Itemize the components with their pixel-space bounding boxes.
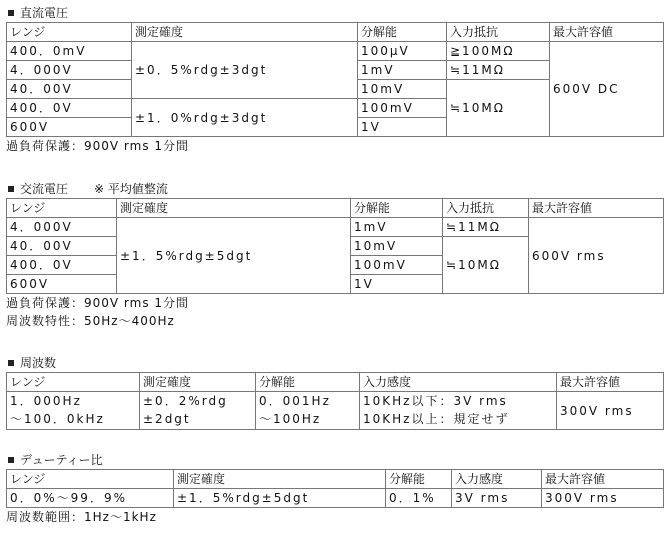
ac-voltage-subtitle: ※ 平均値整流 bbox=[94, 182, 168, 196]
table-row bbox=[7, 392, 664, 430]
max-cell: 300V rms bbox=[542, 489, 664, 508]
dc-voltage-table bbox=[6, 22, 664, 137]
bullet-square-icon bbox=[8, 360, 14, 366]
header-range: レンジ bbox=[7, 470, 174, 489]
impedance-cell: ≒10MΩ bbox=[443, 237, 529, 294]
bullet-square-icon bbox=[8, 457, 14, 463]
header-resolution: 分解能 bbox=[256, 373, 360, 392]
ac-overload-note: 過負荷保護：900V rms 1分間 bbox=[6, 296, 190, 310]
header-range: レンジ bbox=[7, 199, 117, 218]
resolution-cell: 0．1% bbox=[386, 489, 452, 508]
resolution-cell: 10mV bbox=[358, 80, 447, 99]
ac-voltage-section bbox=[0, 180, 671, 330]
impedance-cell: ≒11MΩ bbox=[443, 218, 529, 237]
dc-overload-note: 過負荷保護：900V rms 1分間 bbox=[6, 139, 190, 153]
range-cell: 40．00V bbox=[7, 237, 117, 256]
table-header-row bbox=[7, 373, 664, 392]
header-max: 最大許容値 bbox=[557, 373, 664, 392]
duty-frequency-range-note: 周波数範囲：1Hz～1kHz bbox=[6, 510, 157, 524]
resolution-cell: 100mV bbox=[358, 99, 447, 118]
table-header-row bbox=[7, 470, 664, 489]
max-cell: 300V rms bbox=[557, 392, 664, 430]
sensitivity-cell: 3V rms bbox=[452, 489, 542, 508]
frequency-heading: 周波数 bbox=[0, 354, 671, 372]
range-cell: 400．0V bbox=[7, 99, 132, 118]
range-cell: 4．000V bbox=[7, 61, 132, 80]
duty-ratio-table bbox=[6, 469, 664, 508]
header-impedance: 入力抵抗 bbox=[447, 23, 550, 42]
table-row bbox=[7, 42, 664, 61]
range-cell: 600V bbox=[7, 275, 117, 294]
accuracy-cell: ±1．5%rdg±5dgt bbox=[117, 218, 351, 294]
accuracy-cell: ±1．0%rdg±3dgt bbox=[132, 99, 358, 137]
table-row bbox=[7, 218, 664, 237]
ac-voltage-table bbox=[6, 198, 664, 294]
max-cell: 600V rms bbox=[529, 218, 664, 294]
range-cell: 1．000Hz ～100．0kHz bbox=[7, 392, 140, 430]
resolution-cell: 100μV bbox=[358, 42, 447, 61]
table-header-row bbox=[7, 199, 664, 218]
bullet-square-icon bbox=[8, 186, 14, 192]
range-cell: 4．000V bbox=[7, 218, 117, 237]
accuracy-cell: ±1．5%rdg±5dgt bbox=[174, 489, 386, 508]
accuracy-cell: ±0．5%rdg±3dgt bbox=[132, 42, 358, 99]
frequency-table bbox=[6, 372, 664, 430]
accuracy-cell: ±0．2%rdg ±2dgt bbox=[140, 392, 256, 430]
impedance-cell: ≧100MΩ bbox=[447, 42, 550, 61]
duty-ratio-heading: デューティー比 bbox=[0, 451, 671, 469]
impedance-cell: ≒11MΩ bbox=[447, 61, 550, 80]
impedance-cell: ≒10MΩ bbox=[447, 80, 550, 137]
range-cell: 0．0%～99．9% bbox=[7, 489, 174, 508]
resolution-cell: 0．001Hz ～100Hz bbox=[256, 392, 360, 430]
header-resolution: 分解能 bbox=[358, 23, 447, 42]
range-cell: 600V bbox=[7, 118, 132, 137]
resolution-cell: 1V bbox=[358, 118, 447, 137]
duty-ratio-section bbox=[0, 451, 671, 526]
range-cell: 400．0V bbox=[7, 256, 117, 275]
table-row bbox=[7, 489, 664, 508]
resolution-cell: 1mV bbox=[358, 61, 447, 80]
dc-voltage-section bbox=[0, 4, 671, 155]
header-max: 最大許容値 bbox=[542, 470, 664, 489]
ac-voltage-heading: 交流電圧 ※ 平均値整流 bbox=[0, 180, 671, 198]
header-impedance: 入力抵抗 bbox=[443, 199, 529, 218]
frequency-section bbox=[0, 354, 671, 430]
max-cell: 600V DC bbox=[550, 42, 664, 137]
sensitivity-cell: 10KHz以下：3V rms 10KHz以上：規定せず bbox=[360, 392, 557, 430]
range-cell: 400．0mV bbox=[7, 42, 132, 61]
header-max: 最大許容値 bbox=[529, 199, 664, 218]
ac-frequency-note: 周波数特性：50Hz～400Hz bbox=[6, 314, 175, 328]
range-cell: 40．00V bbox=[7, 80, 132, 99]
bullet-square-icon bbox=[8, 10, 14, 16]
header-accuracy: 測定確度 bbox=[174, 470, 386, 489]
header-range: レンジ bbox=[7, 373, 140, 392]
header-max: 最大許容値 bbox=[550, 23, 664, 42]
resolution-cell: 100mV bbox=[351, 256, 443, 275]
resolution-cell: 1mV bbox=[351, 218, 443, 237]
header-accuracy: 測定確度 bbox=[140, 373, 256, 392]
header-resolution: 分解能 bbox=[351, 199, 443, 218]
header-accuracy: 測定確度 bbox=[132, 23, 358, 42]
resolution-cell: 10mV bbox=[351, 237, 443, 256]
header-sensitivity: 入力感度 bbox=[452, 470, 542, 489]
table-header-row bbox=[7, 23, 664, 42]
header-accuracy: 測定確度 bbox=[117, 199, 351, 218]
header-range: レンジ bbox=[7, 23, 132, 42]
header-sensitivity: 入力感度 bbox=[360, 373, 557, 392]
resolution-cell: 1V bbox=[351, 275, 443, 294]
header-resolution: 分解能 bbox=[386, 470, 452, 489]
dc-voltage-heading: 直流電圧 bbox=[0, 4, 671, 22]
